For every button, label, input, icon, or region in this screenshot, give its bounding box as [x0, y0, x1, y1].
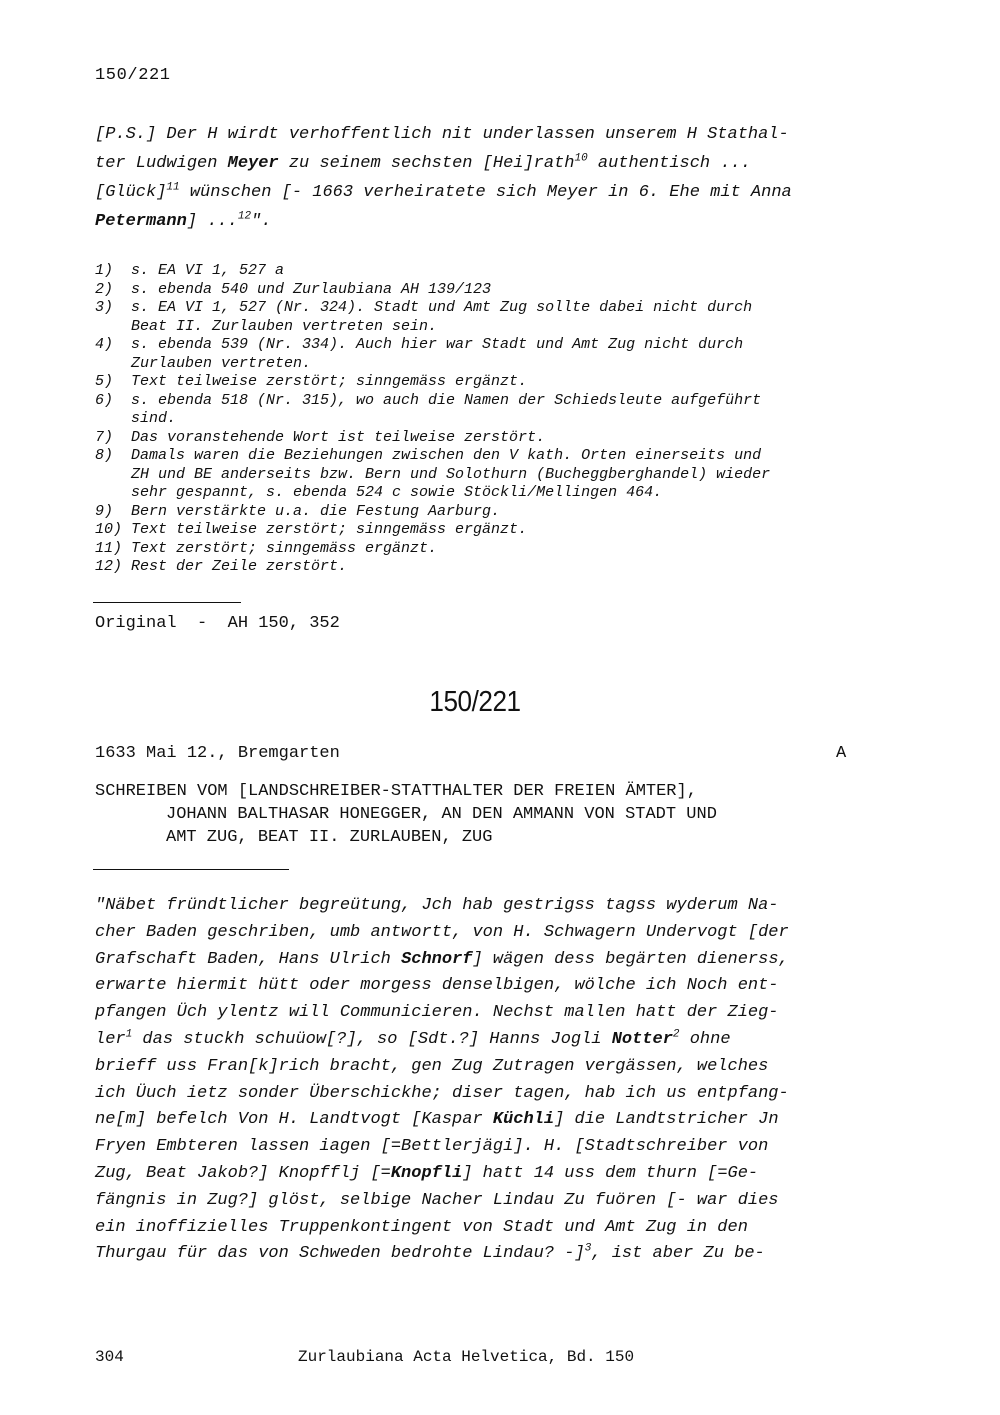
footnote-item	[95, 355, 895, 374]
footnote-ref: 2	[672, 1028, 680, 1041]
letter-line	[95, 1000, 875, 1027]
footnote-number: 8)	[95, 447, 114, 464]
footnote-number: 7)	[95, 428, 114, 446]
footnote-ref: 3	[584, 1242, 592, 1255]
letter-line	[95, 920, 875, 947]
ps-text: authentisch ...	[587, 154, 751, 173]
footnote-ref: 12	[237, 210, 252, 223]
ps-text: zu seinem sechsten [Hei]rath	[278, 154, 575, 173]
footnote-number: 10)	[95, 521, 123, 538]
ps-line	[95, 178, 875, 207]
divider	[93, 869, 289, 870]
footnote-text: Damals waren die Beziehungen zwischen den V kath. Orten einerseits und	[131, 447, 762, 464]
footnote-number	[95, 466, 131, 485]
name-notter: Notter	[611, 1029, 673, 1049]
footnotes-list	[95, 262, 895, 577]
letter-line	[95, 1107, 875, 1134]
letter-span: Fryen Embteren lassen iagen [=Bettlerjägi]. H. [Stadtschreiber von	[95, 1137, 769, 1157]
footnote-ref: 10	[574, 152, 588, 165]
letter-span: ich Üuch ietz sonder Überschickhe; diser tagen, hab ich us entpfang-	[95, 1083, 789, 1103]
letter-span: ] hatt 14 uss dem thurn [=Ge-	[462, 1163, 759, 1183]
footnote-number	[95, 410, 131, 429]
footnote-ref: 1	[125, 1028, 133, 1041]
footnote-text: Rest der Zeile zerstört.	[131, 558, 348, 575]
title-line: JOHANN BALTHASAR HONEGGER, AN DEN AMMANN VON STADT UND	[166, 805, 717, 824]
footnote-item	[95, 447, 895, 466]
footnote-number: 5)	[95, 373, 114, 390]
letter-span: cher Baden geschriben, umb antwortt, von H. Schwagern Undervogt [der	[95, 922, 789, 942]
footnote-item	[95, 373, 895, 392]
footnote-item	[95, 318, 895, 337]
name-knopfli: Knopfli	[390, 1163, 463, 1183]
page-number: 304	[95, 1348, 124, 1366]
title-line: SCHREIBEN VOM [LANDSCHREIBER-STATTHALTER DER FREIEN ÄMTER],	[95, 782, 697, 801]
footnote-number: 3)	[95, 299, 114, 316]
title-line: AMT ZUG, BEAT II. ZURLAUBEN, ZUG	[166, 828, 493, 847]
letter-span: fängnis in Zug?] glöst, selbige Nacher Lindau Zu fuören [- war dies	[95, 1190, 779, 1210]
letter-span: ne[m] befelch Von H. Landtvogt [Kaspar	[95, 1110, 493, 1130]
footnote-text: ZH und BE anderseits bzw. Bern und Solothurn (Bucheggberghandel) wieder	[131, 465, 771, 483]
footnote-item	[95, 410, 895, 429]
name-kuechli: Küchli	[492, 1110, 555, 1130]
page-header-reference: 150/221	[95, 66, 171, 85]
footnote-item	[95, 336, 895, 355]
letter-line	[95, 1188, 875, 1215]
letter-span: ohne	[679, 1029, 731, 1049]
footnote-number: 9)	[95, 502, 114, 520]
running-title: Zurlaubiana Acta Helvetica, Bd. 150	[298, 1348, 635, 1366]
letter-span: brieff uss Fran[k]rich bracht, gen Zug Zutragen vergässen, welches	[95, 1056, 769, 1076]
letter-span: Zug, Beat Jakob?] Knopfflj [=	[95, 1163, 391, 1183]
document-title	[95, 780, 855, 849]
ps-name-meyer: Meyer	[227, 154, 279, 173]
footnote-text: Das voranstehende Wort ist teilweise zerstört.	[131, 428, 546, 446]
date-place: 1633 Mai 12., Bremgarten	[95, 744, 340, 763]
footnote-text: s. ebenda 540 und Zurlaubiana AH 139/123	[131, 280, 492, 298]
ps-line	[95, 120, 875, 149]
letter-span: "Näbet fründtlicher begreütung, Jch hab gestrigss tagss wyderum Na-	[95, 896, 779, 915]
footnote-item	[95, 429, 895, 448]
footnote-number	[95, 355, 131, 374]
document-number: 150/221	[429, 686, 521, 718]
letter-line	[95, 1241, 875, 1268]
footnote-text: Beat II. Zurlauben vertreten sein.	[131, 317, 438, 335]
footnote-item	[95, 521, 895, 540]
ps-text: ] ...	[186, 212, 238, 231]
ps-line	[95, 149, 875, 178]
letter-span: das stuckh schuüow[?], so [Sdt.?] Hanns Jogli	[132, 1029, 612, 1049]
footnote-text: s. ebenda 518 (Nr. 315), wo auch die Namen der Schiedsleute aufgeführt	[131, 391, 762, 409]
postscript-paragraph	[95, 120, 875, 236]
classification-mark: A	[836, 744, 847, 763]
letter-span: erwarte hiermit hütt oder morgess denselbigen, wölche ich Noch ent-	[95, 976, 779, 996]
letter-line	[95, 1027, 875, 1054]
footnote-ref: 11	[166, 181, 180, 194]
letter-span: ein inoffizielles Truppenkontingent von Stadt und Amt Zug in den	[95, 1217, 748, 1237]
footnote-number	[95, 318, 131, 337]
footnote-number: 2)	[95, 280, 114, 298]
letter-span: pfangen Üch ylentz will Communicieren. Nechst mallen hatt der Zieg-	[95, 1003, 779, 1023]
footnote-text: s. ebenda 539 (Nr. 334). Auch hier war Stadt und Amt Zug nicht durch	[131, 336, 744, 353]
footnote-item	[95, 503, 895, 522]
ps-line	[95, 207, 875, 236]
footnote-item	[95, 281, 895, 300]
letter-span: Grafschaft Baden, Hans Ulrich	[95, 949, 402, 969]
footnote-item	[95, 484, 895, 503]
footnote-item	[95, 558, 895, 577]
ps-text: ".	[251, 212, 272, 231]
footnote-item	[95, 262, 895, 281]
original-source: Original - AH 150, 352	[95, 614, 340, 633]
letter-span: ] wägen dess begärten dienerss,	[472, 949, 789, 969]
footnote-text: s. EA VI 1, 527 a	[131, 262, 285, 279]
letter-line	[95, 1054, 875, 1081]
divider	[93, 602, 241, 603]
footnote-text: sehr gespannt, s. ebenda 524 c sowie Stöckli/Mellingen 464.	[131, 484, 663, 501]
letter-span: , ist aber Zu be-	[591, 1244, 765, 1264]
footnote-item	[95, 392, 895, 411]
letter-span: ler	[95, 1029, 126, 1049]
footnote-text: Text teilweise zerstört; sinngemäss ergänzt.	[131, 373, 528, 390]
letter-line	[95, 1215, 875, 1242]
letter-line	[95, 1161, 875, 1188]
letter-line	[95, 973, 875, 1000]
footnote-number: 6)	[95, 391, 114, 409]
letter-text	[95, 893, 875, 1268]
footnote-text: Text teilweise zerstört; sinngemäss ergänzt.	[131, 521, 528, 538]
footnote-number: 11)	[95, 539, 123, 557]
footnote-item	[95, 299, 895, 318]
footnote-number	[95, 484, 131, 503]
letter-line	[95, 893, 875, 920]
footnote-number: 4)	[95, 336, 114, 353]
letter-line	[95, 1081, 875, 1108]
letter-span: ] die Landtstricher Jn	[554, 1110, 779, 1130]
ps-name-petermann: Petermann	[95, 212, 187, 231]
footnote-text: s. EA VI 1, 527 (Nr. 324). Stadt und Amt Zug sollte dabei nicht durch	[131, 299, 753, 316]
ps-text: wünschen [- 1663 verheiratete sich Meyer in 6. Ehe mit Anna	[179, 183, 792, 202]
ps-text: ter Ludwigen	[95, 154, 228, 173]
letter-line	[95, 1134, 875, 1161]
name-schnorf: Schnorf	[401, 949, 473, 969]
footnote-number: 12)	[95, 558, 123, 575]
ps-text: [P.S.] Der H wirdt verhoffentlich nit underlassen unserem H Stathal-	[95, 125, 789, 144]
footnote-item	[95, 466, 895, 485]
footnote-text: Zurlauben vertreten.	[131, 354, 312, 372]
footnote-text: Bern verstärkte u.a. die Festung Aarburg.	[131, 502, 501, 520]
letter-span: Thurgau für das von Schweden bedrohte Lindau? -]	[95, 1244, 585, 1264]
ps-text: [Glück]	[95, 183, 167, 202]
footnote-item	[95, 540, 895, 559]
letter-line	[95, 947, 875, 974]
footnote-text: sind.	[131, 410, 177, 427]
footnote-text: Text zerstört; sinngemäss ergänzt.	[131, 539, 438, 557]
footnote-number: 1)	[95, 262, 114, 279]
